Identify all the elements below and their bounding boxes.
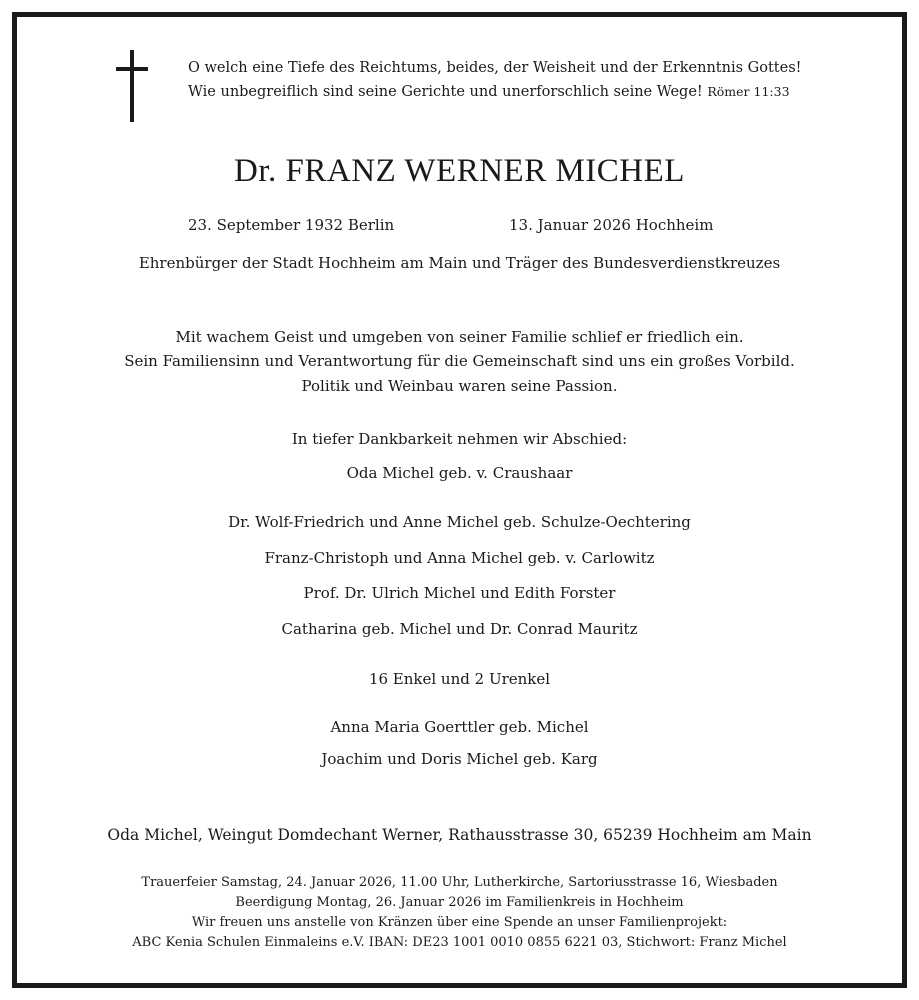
child-3: Prof. Dr. Ulrich Michel und Edith Forster: [303, 584, 616, 602]
child-2: Franz-Christoph und Anna Michel geb. v. Carlowitz: [264, 549, 655, 567]
verse-line-1: O welch eine Tiefe des Reichtums, beides, der Weisheit und der Erkenntnis Gottes!: [188, 60, 802, 76]
grandchildren: 16 Enkel und 2 Urenkel: [368, 670, 551, 688]
child-4: Catharina geb. Michel und Dr. Conrad Mauritz: [281, 620, 638, 638]
verse-reference: Römer 11:33: [707, 84, 790, 99]
death-date: 13. Januar 2026 Hochheim: [509, 216, 714, 234]
sibling-1: Anna Maria Goerttler geb. Michel: [330, 718, 589, 736]
donation-account: ABC Kenia Schulen Einmaleins e.V. IBAN: DE23 1001 0010 0855 6221 03, Stichwort: Franz Michel: [132, 935, 787, 950]
birth-date: 23. September 1932 Berlin: [188, 216, 395, 234]
cross-icon: [116, 50, 148, 122]
mourners-intro: In tiefer Dankbarkeit nehmen wir Abschied:: [291, 430, 628, 448]
burial-note: Beerdigung Montag, 26. Januar 2026 im Familienkreis in Hochheim: [235, 895, 684, 910]
verse-line-2: Wie unbegreiflich sind seine Gerichte und unerforschlich seine Wege!: [188, 84, 703, 100]
donation-request: Wir freuen uns anstelle von Kränzen über eine Spende an unser Familienprojekt:: [191, 915, 728, 930]
bible-verse: [188, 57, 801, 104]
obituary-frame: [12, 12, 907, 988]
child-1: Dr. Wolf-Friedrich und Anne Michel geb. Schulze-Oechtering: [228, 513, 691, 531]
tribute-line-2: Sein Familiensinn und Verantwortung für die Gemeinschaft sind uns ein großes Vorbild.: [124, 352, 795, 370]
tribute-line-3: Politik und Weinbau waren seine Passion.: [301, 377, 618, 395]
deceased-name: Dr. FRANZ WERNER MICHEL: [234, 153, 685, 189]
family-address: Oda Michel, Weingut Domdechant Werner, Rathausstrasse 30, 65239 Hochheim am Main: [107, 826, 812, 844]
tribute-line-1: Mit wachem Geist und umgeben von seiner Familie schlief er friedlich ein.: [175, 328, 744, 346]
funeral-service-note: Trauerfeier Samstag, 24. Januar 2026, 11.00 Uhr, Lutherkirche, Sartoriusstrasse 16, Wiesbaden: [141, 875, 778, 890]
honors: Ehrenbürger der Stadt Hochheim am Main und Träger des Bundesverdienstkreuzes: [138, 254, 781, 272]
sibling-2: Joachim und Doris Michel geb. Karg: [321, 750, 598, 768]
spouse: Oda Michel geb. v. Craushaar: [346, 464, 573, 482]
